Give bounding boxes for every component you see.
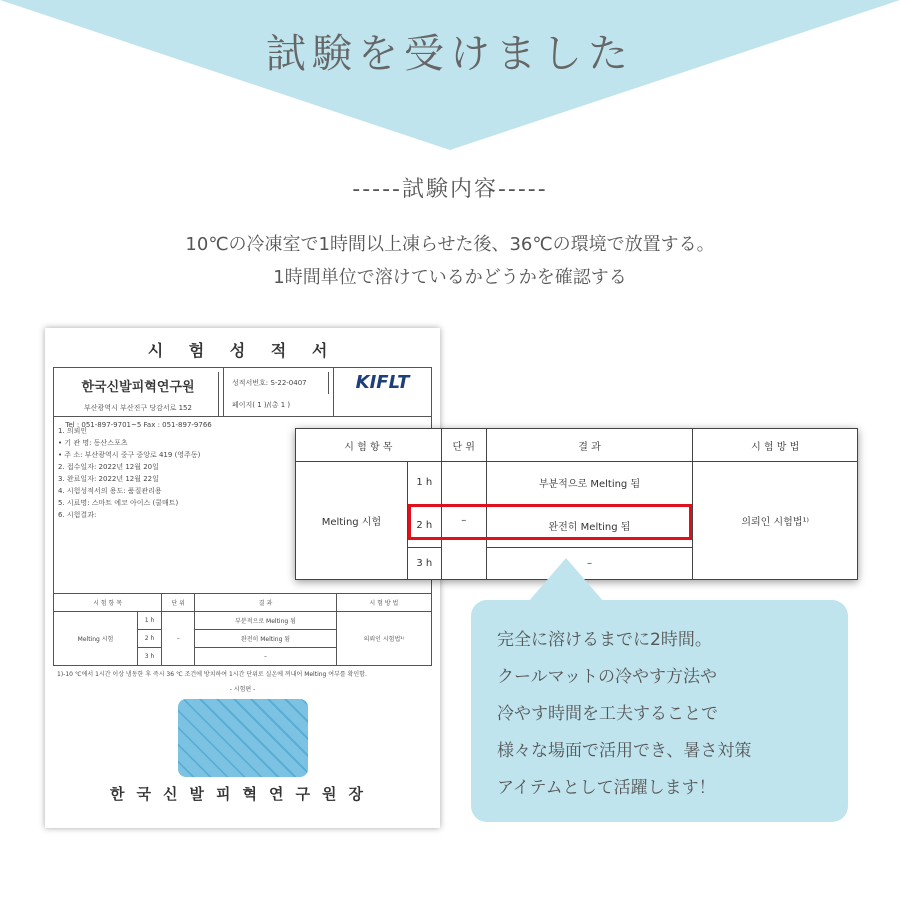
section-subtitle: -----試験内容----- — [352, 177, 548, 202]
td: – — [162, 612, 195, 666]
certificate-title: 시 험 성 적 서 — [147, 341, 338, 360]
td: 부분적으로 Melting 됨 — [486, 462, 693, 505]
th: 단 위 — [162, 594, 195, 612]
td: Melting 시험 — [54, 612, 138, 666]
th: 시 험 항 목 — [54, 594, 162, 612]
bubble-line: クールマットの冷やす方法や — [497, 667, 717, 687]
td: 완전히 Melting 됨 — [486, 504, 693, 547]
th: 시 험 항 목 — [296, 429, 442, 462]
sample-label: - 시험편 - — [229, 686, 256, 693]
td: 3 h — [407, 547, 441, 579]
info-line: 3. 완료일자: 2022년 12월 22일 — [58, 475, 159, 483]
certificate-note: 1)-10 ℃에서 1시간 이상 냉동한 후 즉시 36 ℃ 조건에 방치하여 1시간 단위로 실온에 꺼내어 Melting 여부를 확인함. — [57, 671, 367, 678]
certificate-footer: 한국신발피혁연구원장 — [110, 785, 375, 803]
info-line: 4. 시험성적서의 용도: 품질관리용 — [58, 487, 162, 495]
th: 시 험 방 법 — [693, 429, 858, 462]
info-line: 5. 시료명: 스마트 에코 아이스 (쿨매트) — [58, 499, 179, 507]
th: 시 험 방 법 — [336, 594, 431, 612]
cert-number: 성적서번호: S-22-0407 — [228, 372, 329, 394]
speech-bubble — [471, 600, 848, 822]
test-description — [0, 228, 900, 294]
desc-line: 10℃の冷凍室で1時間以上凍らせた後、36℃の環境で放置する。 — [185, 234, 715, 255]
th: 결 과 — [486, 429, 693, 462]
bubble-line: アイテムとして活躍します！ — [497, 778, 716, 798]
info-line: 6. 시험결과: — [58, 511, 97, 519]
desc-line: 1時間単位で溶けているかどうかを確認する — [273, 267, 627, 288]
td: 3 h — [137, 648, 161, 666]
td: – — [195, 648, 336, 666]
bubble-line: 完全に溶けるまでに2時間。 — [497, 630, 712, 650]
info-line: • 주 소: 부산광역시 중구 중앙로 419 (영주동) — [58, 451, 201, 459]
td: 의뢰인 시험법¹⁾ — [693, 462, 858, 580]
org-name: 한국신발피혁연구원 — [58, 372, 219, 399]
cert-page: 페이지( 1 )/(총 1 ) — [232, 401, 291, 409]
page-title: 試験を受けました — [266, 31, 634, 77]
certificate-header — [53, 367, 432, 429]
highlight-box — [408, 504, 692, 540]
td: Melting 시험 — [296, 462, 408, 580]
td: 2 h — [137, 630, 161, 648]
info-line: 1. 의뢰인 — [58, 427, 88, 435]
td: 1 h — [137, 612, 161, 630]
td: 완전히 Melting 됨 — [195, 630, 336, 648]
td: 1 h — [407, 462, 441, 505]
org-address: 부산광역시 부산진구 당감서로 152 — [58, 399, 219, 417]
info-line: 2. 접수일자: 2022년 12월 20일 — [58, 463, 159, 471]
th: 단 위 — [441, 429, 486, 462]
td: – — [441, 462, 486, 580]
th: 결 과 — [195, 594, 336, 612]
bubble-tail — [528, 558, 604, 602]
td: 부분적으로 Melting 됨 — [195, 612, 336, 630]
bubble-line: 様々な場面で活用でき、暑さ対策 — [497, 741, 752, 761]
td: – — [486, 547, 693, 579]
kiflt-logo: KIFLT — [355, 372, 410, 393]
info-line: • 기 관 명: 동산스포츠 — [58, 439, 128, 447]
td: 의뢰인 시험법¹⁾ — [336, 612, 431, 666]
certificate-result-table — [53, 593, 432, 666]
bubble-line: 冷やす時間を工夫することで — [497, 704, 718, 724]
org-tel: Tel : 051-897-9701~5 Fax : 051-897-9766 — [65, 421, 212, 429]
td: 2 h — [407, 504, 441, 547]
cool-mat-sample-image — [178, 699, 308, 777]
